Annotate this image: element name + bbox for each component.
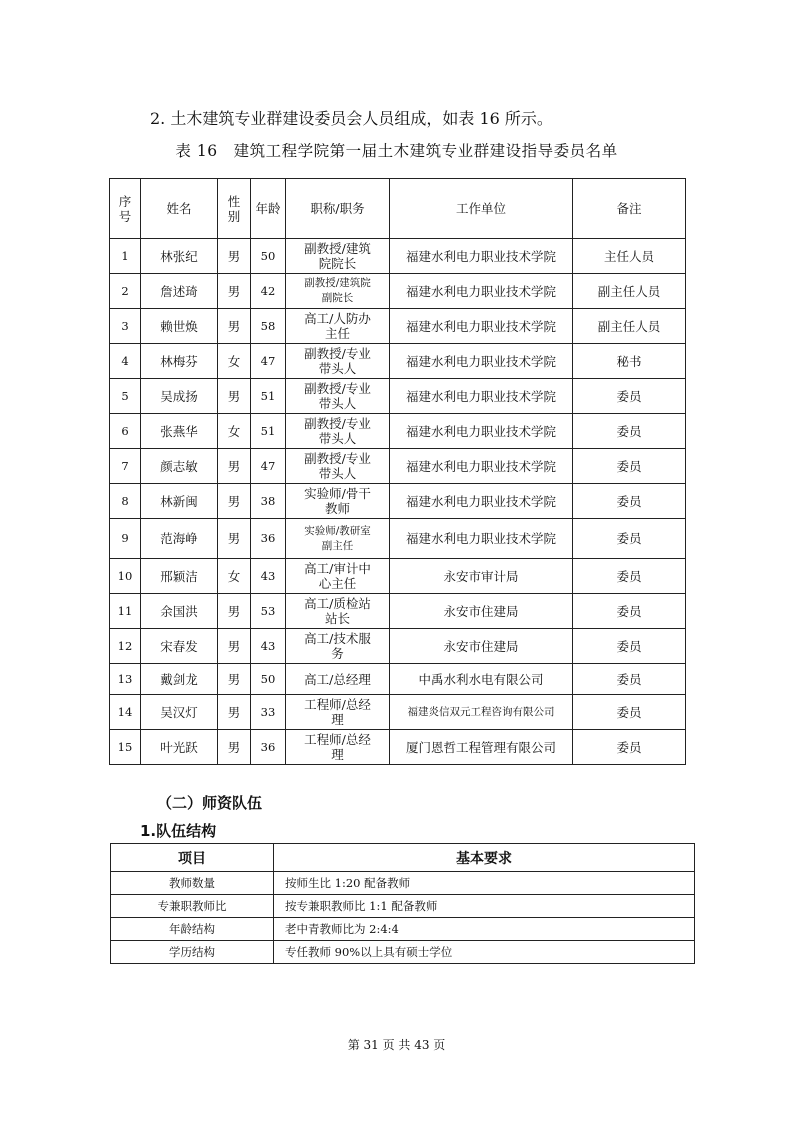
cell-workplace: 福建水利电力职业技术学院: [390, 379, 573, 414]
cell-index: 8: [110, 484, 141, 519]
cell-age: 51: [251, 414, 286, 449]
cell-name: 吴汉灯: [141, 695, 218, 730]
cell-index: 10: [110, 559, 141, 594]
table-row: [110, 664, 686, 695]
table-row: [110, 274, 686, 309]
cell-remark: 秘书: [573, 344, 686, 379]
committee-header-row: [110, 179, 686, 239]
cell-index: 2: [110, 274, 141, 309]
cell-title: 副教授/建筑院 副院长: [286, 274, 390, 309]
table-row: [110, 379, 686, 414]
cell-gender: 男: [218, 519, 251, 559]
committee-table: [109, 178, 686, 765]
table-row: [110, 449, 686, 484]
cell-name: 张燕华: [141, 414, 218, 449]
cell-workplace: 福建水利电力职业技术学院: [390, 484, 573, 519]
cell-remark: 委员: [573, 484, 686, 519]
cell-gender: 女: [218, 414, 251, 449]
header-requirement: 基本要求: [274, 844, 695, 872]
cell-gender: 男: [218, 664, 251, 695]
table-row: [111, 872, 695, 895]
cell-workplace: 福建水利电力职业技术学院: [390, 449, 573, 484]
cell-name: 叶光跃: [141, 730, 218, 765]
requirements-header-row: [111, 844, 695, 872]
cell-workplace: 福建水利电力职业技术学院: [390, 414, 573, 449]
cell-title: 高工/技术服 务: [286, 629, 390, 664]
cell-name: 范海峥: [141, 519, 218, 559]
table-row: [110, 519, 686, 559]
header-workplace: 工作单位: [390, 179, 573, 239]
header-age: 年龄: [251, 179, 286, 239]
table-row: [110, 239, 686, 274]
cell-item: 专兼职教师比: [111, 895, 274, 918]
table-row: [110, 414, 686, 449]
header-remark: 备注: [573, 179, 686, 239]
table-row: [110, 309, 686, 344]
cell-index: 3: [110, 309, 141, 344]
cell-gender: 男: [218, 730, 251, 765]
cell-workplace: 永安市住建局: [390, 629, 573, 664]
cell-title: 高工/审计中 心主任: [286, 559, 390, 594]
cell-name: 邢颖洁: [141, 559, 218, 594]
cell-gender: 女: [218, 344, 251, 379]
cell-remark: 委员: [573, 379, 686, 414]
table-row: [110, 695, 686, 730]
cell-age: 33: [251, 695, 286, 730]
committee-body: [110, 239, 686, 765]
cell-gender: 男: [218, 629, 251, 664]
cell-remark: 委员: [573, 730, 686, 765]
cell-title: 工程师/总经 理: [286, 730, 390, 765]
cell-remark: 副主任人员: [573, 309, 686, 344]
cell-index: 11: [110, 594, 141, 629]
table-row: [110, 629, 686, 664]
cell-workplace: 福建水利电力职业技术学院: [390, 274, 573, 309]
cell-title: 副教授/专业 带头人: [286, 379, 390, 414]
cell-age: 50: [251, 664, 286, 695]
cell-age: 43: [251, 559, 286, 594]
cell-remark: 委员: [573, 664, 686, 695]
table-row: [111, 941, 695, 964]
cell-workplace: 福建水利电力职业技术学院: [390, 239, 573, 274]
cell-age: 43: [251, 629, 286, 664]
sub-title: 1.队伍结构: [140, 822, 217, 840]
cell-requirement: 按师生比 1:20 配备教师: [274, 872, 695, 895]
cell-workplace: 永安市审计局: [390, 559, 573, 594]
requirements-body: [111, 872, 695, 964]
header-gender: 性 别: [218, 179, 251, 239]
cell-gender: 男: [218, 379, 251, 414]
cell-remark: 委员: [573, 629, 686, 664]
cell-workplace: 福建炎信双元工程咨询有限公司: [390, 695, 573, 730]
cell-age: 53: [251, 594, 286, 629]
cell-title: 高工/人防办 主任: [286, 309, 390, 344]
cell-remark: 委员: [573, 559, 686, 594]
cell-title: 实验师/骨干 教师: [286, 484, 390, 519]
header-item: 项目: [111, 844, 274, 872]
cell-index: 7: [110, 449, 141, 484]
cell-gender: 男: [218, 239, 251, 274]
cell-remark: 主任人员: [573, 239, 686, 274]
cell-remark: 副主任人员: [573, 274, 686, 309]
cell-name: 林新闽: [141, 484, 218, 519]
cell-name: 戴剑龙: [141, 664, 218, 695]
cell-name: 宋春发: [141, 629, 218, 664]
cell-index: 15: [110, 730, 141, 765]
cell-gender: 男: [218, 484, 251, 519]
cell-age: 51: [251, 379, 286, 414]
cell-name: 詹述琦: [141, 274, 218, 309]
cell-workplace: 福建水利电力职业技术学院: [390, 344, 573, 379]
cell-remark: 委员: [573, 449, 686, 484]
table-row: [110, 484, 686, 519]
header-title: 职称/职务: [286, 179, 390, 239]
cell-workplace: 厦门恩哲工程管理有限公司: [390, 730, 573, 765]
cell-name: 林张纪: [141, 239, 218, 274]
cell-name: 余国洪: [141, 594, 218, 629]
table-row: [111, 895, 695, 918]
cell-age: 42: [251, 274, 286, 309]
cell-age: 47: [251, 344, 286, 379]
cell-item: 学历结构: [111, 941, 274, 964]
cell-title: 副教授/专业 带头人: [286, 414, 390, 449]
cell-index: 9: [110, 519, 141, 559]
cell-workplace: 福建水利电力职业技术学院: [390, 309, 573, 344]
cell-requirement: 按专兼职教师比 1:1 配备教师: [274, 895, 695, 918]
cell-title: 高工/质检站 站长: [286, 594, 390, 629]
cell-gender: 男: [218, 449, 251, 484]
cell-gender: 男: [218, 695, 251, 730]
cell-title: 副教授/专业 带头人: [286, 449, 390, 484]
intro-paragraph: 2. 土木建筑专业群建设委员会人员组成，如表 16 所示。: [150, 109, 553, 128]
cell-workplace: 中禹水利水电有限公司: [390, 664, 573, 695]
cell-title: 副教授/专业 带头人: [286, 344, 390, 379]
cell-age: 36: [251, 519, 286, 559]
cell-gender: 男: [218, 309, 251, 344]
cell-index: 5: [110, 379, 141, 414]
requirements-table: [110, 843, 695, 964]
table-row: [110, 344, 686, 379]
table-caption: 表 16 建筑工程学院第一届土木建筑专业群建设指导委员名单: [175, 142, 618, 160]
header-name: 姓名: [141, 179, 218, 239]
cell-name: 林梅芬: [141, 344, 218, 379]
header-index: 序 号: [110, 179, 141, 239]
cell-index: 14: [110, 695, 141, 730]
cell-gender: 男: [218, 594, 251, 629]
cell-gender: 女: [218, 559, 251, 594]
cell-remark: 委员: [573, 594, 686, 629]
cell-age: 50: [251, 239, 286, 274]
page-footer: 第 31 页 共 43 页: [347, 1038, 446, 1052]
cell-requirement: 老中青教师比为 2:4:4: [274, 918, 695, 941]
cell-index: 6: [110, 414, 141, 449]
cell-title: 副教授/建筑 院院长: [286, 239, 390, 274]
table-row: [111, 918, 695, 941]
cell-remark: 委员: [573, 519, 686, 559]
table-row: [110, 594, 686, 629]
cell-item: 教师数量: [111, 872, 274, 895]
cell-workplace: 福建水利电力职业技术学院: [390, 519, 573, 559]
cell-requirement: 专任教师 90%以上具有硕士学位: [274, 941, 695, 964]
table-row: [110, 730, 686, 765]
cell-index: 1: [110, 239, 141, 274]
cell-title: 实验师/教研室 副主任: [286, 519, 390, 559]
cell-age: 36: [251, 730, 286, 765]
cell-age: 38: [251, 484, 286, 519]
cell-remark: 委员: [573, 695, 686, 730]
cell-title: 高工/总经理: [286, 664, 390, 695]
section-title: （二）师资队伍: [157, 794, 263, 812]
cell-item: 年龄结构: [111, 918, 274, 941]
cell-name: 赖世焕: [141, 309, 218, 344]
cell-age: 58: [251, 309, 286, 344]
cell-index: 13: [110, 664, 141, 695]
cell-index: 4: [110, 344, 141, 379]
cell-index: 12: [110, 629, 141, 664]
table-row: [110, 559, 686, 594]
cell-title: 工程师/总经 理: [286, 695, 390, 730]
cell-workplace: 永安市住建局: [390, 594, 573, 629]
cell-name: 吴成扬: [141, 379, 218, 414]
cell-age: 47: [251, 449, 286, 484]
cell-gender: 男: [218, 274, 251, 309]
cell-remark: 委员: [573, 414, 686, 449]
cell-name: 颜志敏: [141, 449, 218, 484]
